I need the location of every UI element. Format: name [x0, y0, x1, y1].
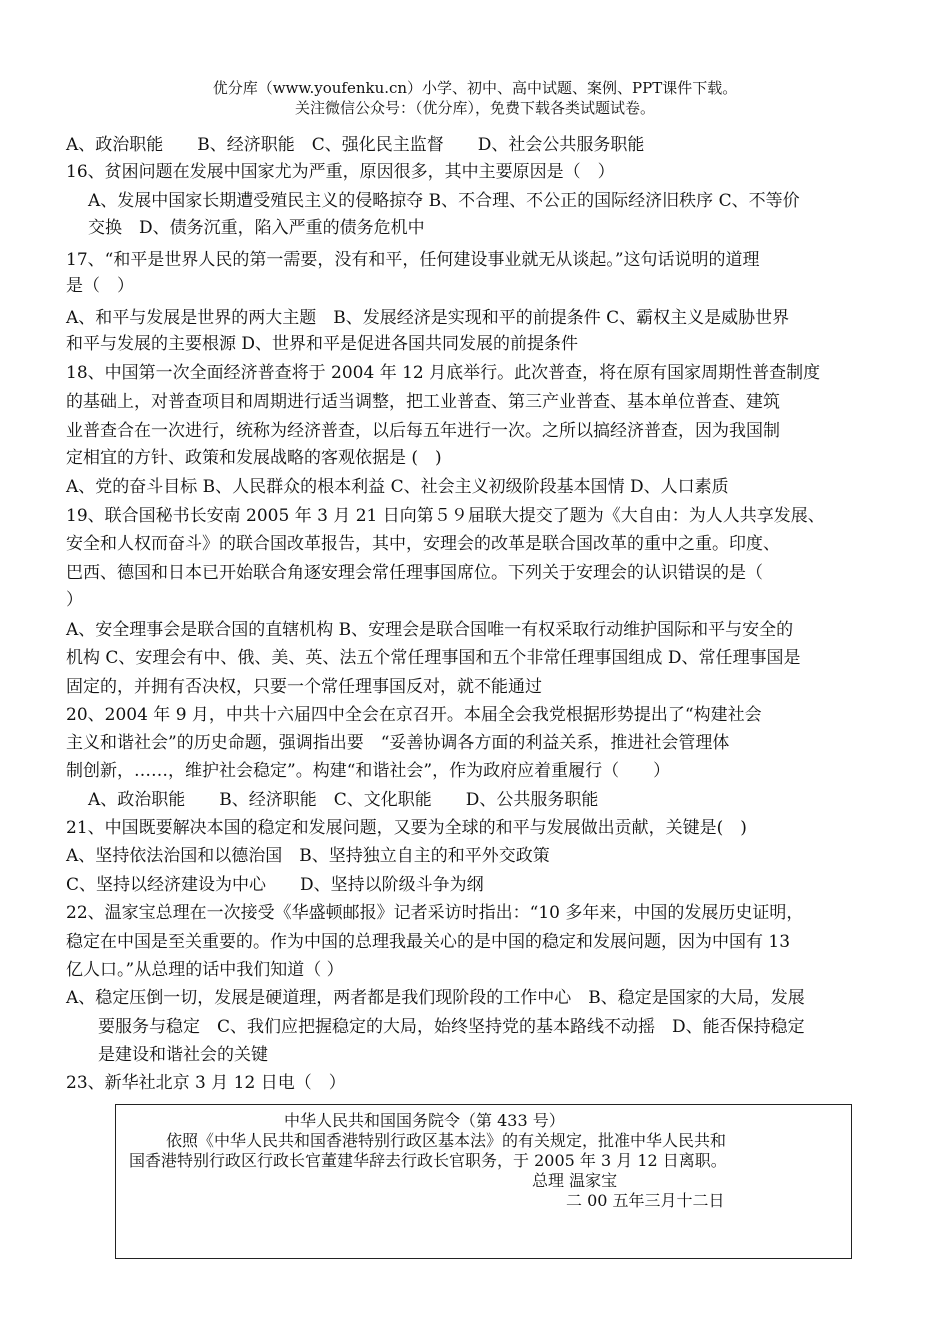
- site-header-line-1: 优分库（www.youfenku.cn）小学、初中、高中试题、案例、PPT课件下载。: [212, 79, 738, 97]
- text-line: ）: [66, 590, 83, 610]
- text-line: 要服务与稳定 C、我们应把握稳定的大局，始终坚持党的基本路线不动摇 D、能否保持稳定: [98, 1017, 805, 1037]
- text-line: 的基础上，对普查项目和周期进行适当调整，把工业普查、第三产业普查、基本单位普查、建筑: [66, 392, 780, 412]
- text-line: 和平与发展的主要根源 D、世界和平是促进各国共同发展的前提条件: [66, 334, 579, 354]
- decree-title: 中华人民共和国国务院令（第 433 号）: [284, 1111, 565, 1130]
- question-17: 17、“和平是世界人民的第一需要，没有和平，任何建设事业就无从谈起。”这句话说明的道理: [66, 250, 760, 270]
- text-line: C、坚持以经济建设为中心 D、坚持以阶级斗争为纲: [66, 875, 484, 895]
- question-21: 21、中国既要解决本国的稳定和发展问题，又要为全球的和平与发展做出贡献，关键是( ): [66, 818, 747, 838]
- text-line: A、和平与发展是世界的两大主题 B、发展经济是实现和平的前提条件 C、霸权主义是威胁世界: [66, 308, 790, 328]
- decree-box: [115, 1104, 852, 1259]
- text-line: 巴西、德国和日本已开始联合角逐安理会常任理事国席位。下列关于安理会的认识错误的是（: [66, 563, 763, 583]
- question-18: 18、中国第一次全面经济普查将于 2004 年 12 月底举行。此次普查，将在原有国家周期性普查制度: [66, 363, 821, 383]
- text-line: 固定的，并拥有否决权，只要一个常任理事国反对，就不能通过: [66, 677, 542, 697]
- site-header-line-2: 关注微信公众号：（优分库），免费下载各类试题试卷。: [294, 99, 655, 117]
- decree-date: 二 00 五年三月十二日: [566, 1191, 725, 1210]
- text-line: 交换 D、债务沉重，陷入严重的债务危机中: [88, 218, 425, 238]
- question-20: 20、2004 年 9 月，中共十六届四中全会在京召开。本届全会我党根据形势提出了“构建社会: [66, 705, 762, 725]
- text-line: A、党的奋斗目标 B、人民群众的根本利益 C、社会主义初级阶段基本国情 D、人口素质: [66, 477, 729, 497]
- text-line: 是建设和谐社会的关键: [98, 1045, 268, 1065]
- decree-signature: 总理 温家宝: [532, 1171, 618, 1190]
- text-line: 机构 C、安理会有中、俄、美、英、法五个常任理事国和五个非常任理事国组成 D、常任理事国是: [66, 648, 801, 668]
- question-16: 16、贫困问题在发展中国家尤为严重，原因很多，其中主要原因是（ ）: [66, 162, 615, 182]
- decree-body: 依照《中华人民共和国香港特别行政区基本法》的有关规定，批准中华人民共和: [166, 1131, 727, 1150]
- text-line: 主义和谐社会”的历史命题，强调指出要 “妥善协调各方面的利益关系，推进社会管理体: [66, 733, 730, 753]
- text-line: 稳定在中国是至关重要的。作为中国的总理我最关心的是中国的稳定和发展问题，因为中国有 13: [66, 932, 791, 952]
- question-23: 23、新华社北京 3 月 12 日电（ ）: [66, 1073, 346, 1093]
- question-22: 22、温家宝总理在一次接受《华盛顿邮报》记者采访时指出：“10 多年来，中国的发展历史证明，: [66, 903, 804, 923]
- decree-body: 国香港特别行政区行政长官董建华辞去行政长官职务，于 2005 年 3 月 12 日离职。: [129, 1151, 727, 1170]
- text-line: A、发展中国家长期遭受殖民主义的侵略掠夺 B、不合理、不公正的国际经济旧秩序 C、不等价: [88, 191, 800, 211]
- question-19: 19、联合国秘书长安南 2005 年 3 月 21 日向第５９届联大提交了题为《大自由：为人人共享发展、: [66, 506, 825, 526]
- text-line: A、政治职能 B、经济职能 C、文化职能 D、公共服务职能: [88, 790, 599, 810]
- text-line: 定相宜的方针、政策和发展战略的客观依据是 ( ): [66, 448, 442, 468]
- text-line: A、坚持依法治国和以德治国 B、坚持独立自主的和平外交政策: [66, 846, 550, 866]
- text-line: A、政治职能 B、经济职能 C、强化民主监督 D、社会公共服务职能: [66, 135, 645, 155]
- text-line: 是（ ）: [66, 276, 134, 296]
- text-line: 亿人口。”从总理的话中我们知道（ ）: [66, 960, 344, 980]
- text-line: 安全和人权而奋斗》的联合国改革报告，其中，安理会的改革是联合国改革的重中之重。印度、: [66, 534, 780, 554]
- text-line: A、稳定压倒一切，发展是硬道理，两者都是我们现阶段的工作中心 B、稳定是国家的大局，发展: [66, 988, 805, 1008]
- text-line: A、安全理事会是联合国的直辖机构 B、安理会是联合国唯一有权采取行动维护国际和平与安全的: [66, 620, 794, 640]
- text-line: 业普查合在一次进行，统称为经济普查，以后每五年进行一次。之所以搞经济普查，因为我国制: [66, 421, 780, 441]
- text-line: 制创新，……，维护社会稳定”。构建“和谐社会”，作为政府应着重履行（ ）: [66, 761, 671, 781]
